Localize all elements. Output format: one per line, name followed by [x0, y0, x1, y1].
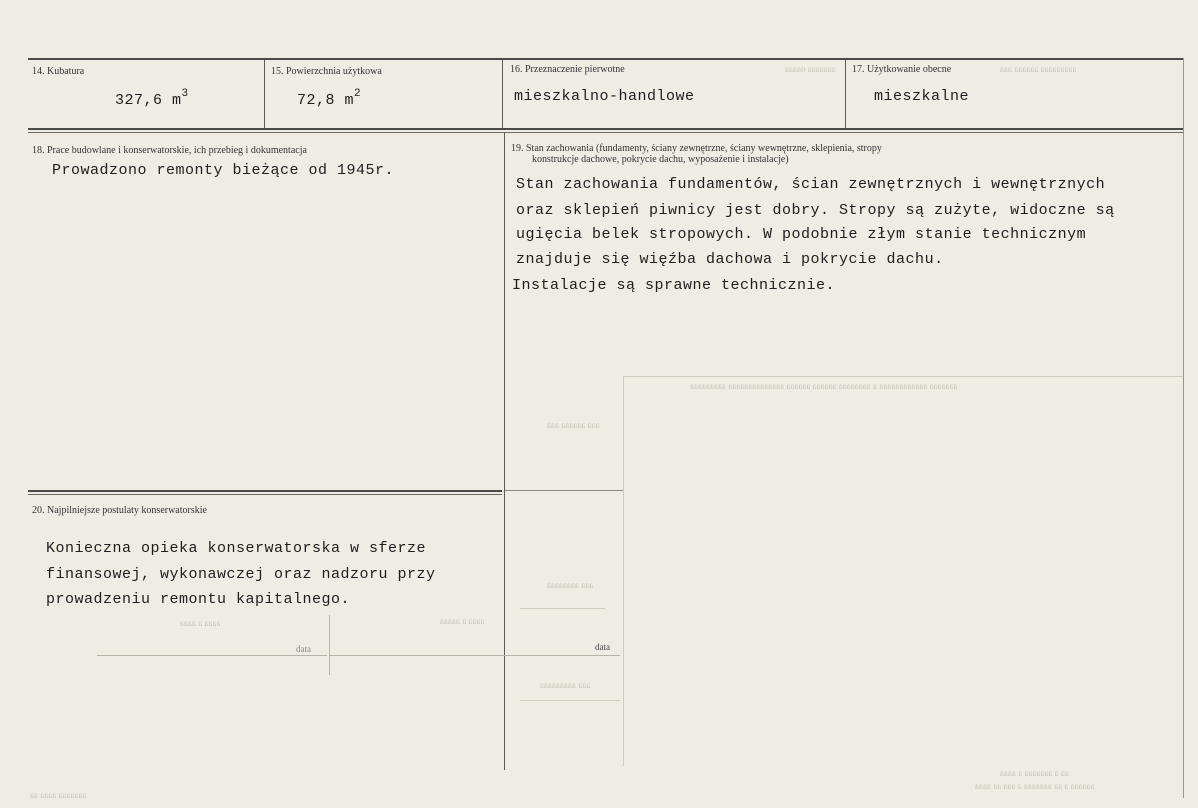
field-14-number: 327,6 m [115, 92, 182, 109]
right-edge-rule [1183, 58, 1184, 798]
bleed-through-text: ааа ааааааааа [540, 680, 591, 690]
field-20-line: finansowej, wykonawczej oraz nadzoru przy [46, 566, 436, 583]
bleed-through-text: ааааааааа аааааа ааа [1000, 64, 1077, 74]
field-14-label: 14. Kubatura [32, 66, 85, 77]
field-19-label-line1: 19. Stan zachowania (fundamenty, ściany zewnętrzne, ściany wewnętrzne, sklepienia, stropy [511, 143, 882, 154]
row-20-right-rule [505, 490, 623, 491]
field-20-line: prowadzeniu remontu kapitalnego. [46, 591, 351, 608]
field-20-line: Konieczna opieka konserwatorska w sferze [46, 540, 427, 557]
field-19-line: Instalacje są sprawne technicznie. [512, 277, 836, 294]
field-18-value: Prowadzono remonty bieżące od 1945r. [52, 162, 395, 179]
field-15-exponent: 2 [354, 88, 362, 100]
row-20-top-rule [28, 490, 502, 492]
row1-bottom-rule-thin [28, 132, 1183, 133]
field-20-label: 20. Najpilniejsze postulaty konserwatorskie [32, 505, 207, 516]
divider-16-17 [845, 60, 846, 128]
field-17-label: 17. Użytkowanie obecne [852, 64, 952, 75]
bleed-through-text: аааа а ааааа [440, 616, 485, 626]
signature-line [330, 655, 620, 656]
bleed-through-text: ааа аааааа ааа [547, 420, 600, 430]
field-19-line: oraz sklepień piwnicy jest dobry. Stropy są zużyte, widoczne są [516, 202, 1115, 219]
field-18-label: 18. Prace budowlane i konserwatorskie, ich przebieg i dokumentacja [32, 145, 307, 156]
row1-bottom-rule [28, 128, 1183, 130]
bleed-through-text: аааа а аааа [180, 618, 221, 628]
bleed-through-rule [520, 700, 620, 701]
signature-line [97, 655, 327, 656]
divider-14-15 [264, 60, 265, 128]
field-15-number: 72,8 m [297, 92, 355, 109]
signature-date-right: data [595, 642, 610, 652]
field-17-value: mieszkalne [874, 88, 970, 105]
field-14-value [115, 90, 189, 109]
field-15-label: 15. Powierzchnia użytkowa [271, 66, 382, 77]
bleed-through-rule [623, 376, 1183, 377]
bleed-through-text: ааааааа аааа аа [30, 790, 87, 800]
divider-left-right [504, 133, 505, 770]
field-19-line: ugięcia belek stropowych. W podobnie złym stanie technicznym [516, 226, 1087, 243]
bleed-through-text: аа а ааааааа а аааа [1000, 768, 1069, 778]
field-16-label: 16. Przeznaczenie pierwotne [510, 64, 625, 75]
bleed-through-text: ааа аааааааа [547, 580, 594, 590]
field-15-value [297, 90, 361, 109]
field-19-line: znajduje się więźba dachowa i pokrycie dachu. [516, 251, 944, 268]
bleed-through-text: ааааааа оаааа [785, 64, 836, 74]
bleed-through-rule [623, 376, 624, 766]
field-16-value: mieszkalno-handlowe [514, 88, 695, 105]
top-rule [28, 58, 1183, 60]
field-19-label-line2: konstrukcje dachowe, pokrycie dachu, wyposażenie i instalacje) [532, 154, 789, 165]
signature-date-left: data [296, 644, 311, 654]
bleed-through-text: аааааа а аа ааааааа а ааа аа аааа [975, 781, 1095, 791]
row-20-top-rule-thin [28, 494, 502, 495]
field-19-line: Stan zachowania fundamentów, ścian zewnętrznych i wewnętrznych [516, 176, 1106, 193]
signature-divider [329, 615, 330, 675]
bleed-through-rule [520, 608, 605, 609]
divider-15-16 [502, 60, 503, 128]
bleed-through-text: ааааааа аааааааааааа а аааааааа аааааа аааааа аааааааааааааа ааааааааа [690, 381, 958, 391]
field-14-exponent: 3 [181, 88, 189, 100]
